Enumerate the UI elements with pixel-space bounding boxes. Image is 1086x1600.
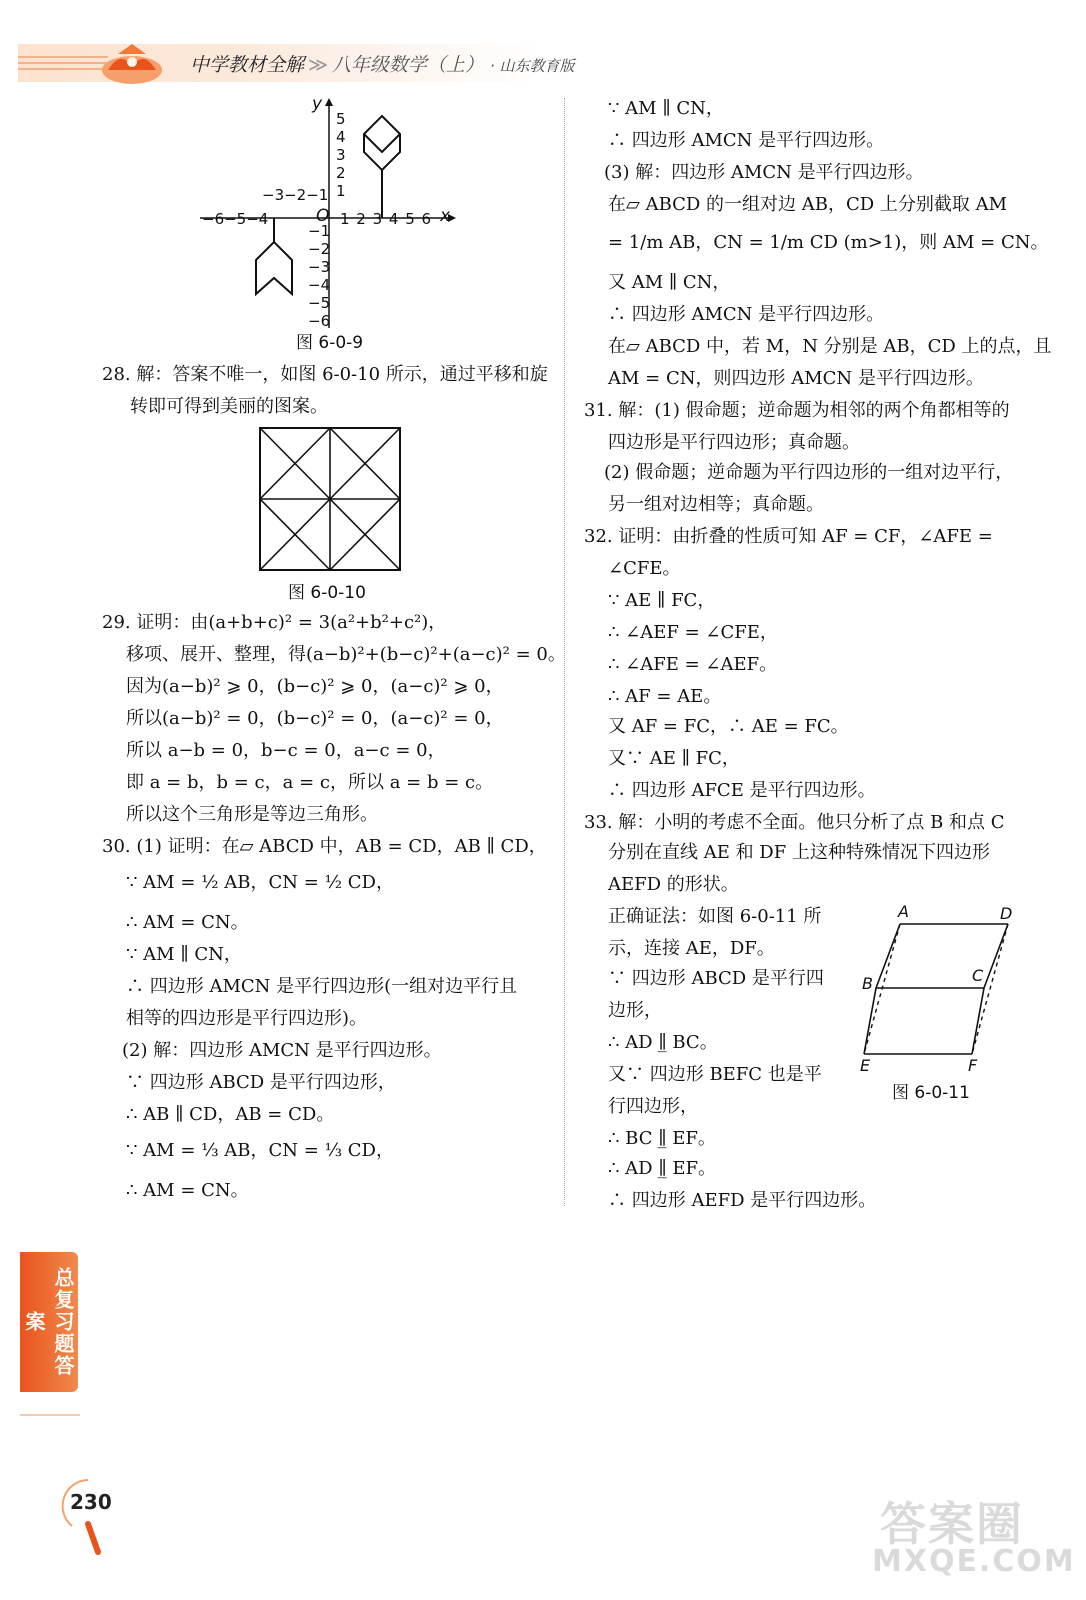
text-line: 在▱ ABCD 中，若 M，N 分别是 AB，CD 上的点，且	[608, 336, 1052, 357]
figure-6-0-10	[258, 426, 402, 572]
point-label-F: F	[968, 1056, 978, 1075]
origin-label: O	[316, 206, 330, 226]
header-decor-lines	[18, 56, 108, 76]
text-line: 又 AM ∥ CN，	[608, 272, 731, 293]
y-tick: 4	[336, 128, 346, 146]
x-ticks-upper: −3−2−1	[262, 186, 329, 204]
text-line: 另一组对边相等；真命题。	[608, 494, 824, 515]
text-line: 所以这个三角形是等边三角形。	[126, 804, 378, 825]
text-line: ∴ AF = AE。	[608, 686, 722, 707]
text-line: 29. 证明：由(a+b+c)² = 3(a²+b²+c²)，	[102, 612, 447, 633]
book-logo-icon	[98, 40, 166, 88]
text-line: (2) 解：四边形 AMCN 是平行四边形。	[122, 1040, 442, 1061]
y-tick: 5	[336, 110, 346, 128]
side-divider	[20, 1414, 80, 1416]
text-line: ∴ AD ∥̲ BC。	[608, 1032, 718, 1053]
text-line: 相等的四边形是平行四边形)。	[126, 1008, 368, 1029]
text-line: (2) 假命题；逆命题为平行四边形的一组对边平行，	[604, 462, 1014, 483]
text-line: ∵ AM ∥ CN，	[608, 98, 724, 119]
y-tick: −2	[308, 240, 331, 258]
text-line: 所以(a−b)² = 0，(b−c)² = 0，(a−c)² = 0，	[126, 708, 504, 729]
publisher-label: · 山东教育版	[489, 57, 575, 75]
text-line: 31. 解：(1) 假命题；逆命题为相邻的两个角都相等的	[584, 400, 1010, 421]
text-line: ∴ AM = CN。	[126, 1180, 249, 1201]
figure-6-0-9-caption: 图 6-0-9	[296, 333, 364, 353]
x-axis-label: x	[440, 206, 451, 226]
text-line: 正确证法：如图 6-0-11 所	[608, 906, 822, 927]
text-line: ∴ 四边形 AMCN 是平行四边形(一组对边平行且	[126, 976, 518, 997]
text-line: ∴ ∠AEF = ∠CFE，	[608, 622, 778, 643]
text-line: ∴ AD ∥̲ EF。	[608, 1158, 716, 1179]
text-line: (3) 解：四边形 AMCN 是平行四边形。	[604, 162, 924, 183]
y-axis-label: y	[312, 94, 323, 114]
page-number: 230	[70, 1490, 112, 1514]
page-number-arc-icon	[58, 1476, 118, 1556]
text-line: 即 a = b，b = c，a = c，所以 a = b = c。	[126, 772, 494, 793]
text-line: AEFD 的形状。	[608, 874, 739, 895]
x-ticks-positive: 1 2 3 4 5 6	[340, 210, 433, 228]
text-line: 又 AF = FC，∴ AE = FC。	[608, 716, 849, 737]
section-side-tab	[20, 1252, 78, 1392]
point-label-E: E	[860, 1056, 871, 1075]
text-line: ∴ AB ∥ CD，AB = CD。	[126, 1104, 335, 1125]
text-line: ∵ AM ∥ CN，	[126, 944, 242, 965]
text-line: 28. 解：答案不唯一，如图 6-0-10 所示，通过平移和旋	[102, 364, 548, 385]
text-line: 在▱ ABCD 的一组对边 AB，CD 上分别截取 AM	[608, 194, 1008, 215]
text-line: ∴ 四边形 AMCN 是平行四边形。	[608, 304, 885, 325]
point-label-C: C	[972, 966, 984, 985]
header-separator: ≫	[308, 54, 328, 76]
x-ticks-negative: −6−5−4	[202, 210, 269, 228]
text-line: ∵ 四边形 ABCD 是平行四边形，	[126, 1072, 396, 1093]
text-line: 因为(a−b)² ⩾ 0，(b−c)² ⩾ 0，(a−c)² ⩾ 0，	[126, 676, 504, 697]
watermark-url: MXQE.COM	[872, 1544, 1076, 1579]
text-line: 边形，	[608, 1000, 662, 1021]
text-line: 32. 证明：由折叠的性质可知 AF = CF，∠AFE =	[584, 526, 993, 547]
watermark-logo: 答案圈	[880, 1497, 1024, 1551]
text-line: 30. (1) 证明：在▱ ABCD 中，AB = CD，AB ∥ CD，	[102, 836, 547, 857]
header-title	[190, 50, 575, 77]
text-line: ∴ 四边形 AEFD 是平行四边形。	[608, 1190, 877, 1211]
y-tick: −1	[308, 222, 331, 240]
y-tick: 2	[336, 164, 346, 182]
text-line: 所以 a−b = 0，b−c = 0，a−c = 0，	[126, 740, 446, 761]
text-line: ∠CFE。	[608, 558, 681, 579]
text-line: 33. 解：小明的考虑不全面。他只分析了点 B 和点 C	[584, 812, 1005, 833]
point-label-A: A	[898, 902, 909, 921]
y-tick: −6	[308, 312, 331, 330]
y-tick: 3	[336, 146, 346, 164]
figure-6-0-10-caption: 图 6-0-10	[288, 583, 366, 603]
y-tick: −3	[308, 258, 331, 276]
y-tick: 1	[336, 182, 346, 200]
text-line: ∴ 四边形 AFCE 是平行四边形。	[608, 780, 876, 801]
text-line: ∴ BC ∥̲ EF。	[608, 1128, 716, 1149]
text-line: ∵ AM = ⅓ AB，CN = ⅓ CD，	[126, 1140, 394, 1161]
text-line: 四边形是平行四边形；真命题。	[608, 432, 860, 453]
text-line: = 1/m AB，CN = 1/m CD (m>1)，则 AM = CN。	[608, 232, 1049, 253]
text-line: 示，连接 AE，DF。	[608, 938, 775, 959]
text-line: ∵ AM = ½ AB，CN = ½ CD，	[126, 872, 394, 893]
point-label-D: D	[1000, 904, 1013, 923]
text-line: ∵ AE ∥ FC，	[608, 590, 716, 611]
y-tick: −4	[308, 276, 331, 294]
text-line: 又∵ AE ∥ FC，	[608, 748, 740, 769]
text-line: 转即可得到美丽的图案。	[130, 396, 328, 417]
subject-title: 八年级数学（上）	[331, 54, 484, 76]
text-line: ∵ 四边形 ABCD 是平行四	[608, 968, 824, 989]
text-line: ∴ 四边形 AMCN 是平行四边形。	[608, 130, 885, 151]
text-line: 又∵ 四边形 BEFC 也是平	[608, 1064, 822, 1085]
side-tab-label: 总复习题答案	[22, 1267, 75, 1377]
text-line: 行四边形，	[608, 1096, 698, 1117]
text-line: ∴ AM = CN。	[126, 912, 249, 933]
text-line: 移项、展开、整理，得(a−b)²+(b−c)²+(a−c)² = 0。	[126, 644, 566, 665]
figure-6-0-11	[856, 908, 1026, 1076]
book-title: 中学教材全解	[190, 54, 305, 76]
point-label-B: B	[862, 974, 873, 993]
text-line: 分别在直线 AE 和 DF 上这种特殊情况下四边形	[608, 842, 990, 863]
text-line: ∴ ∠AFE = ∠AEF。	[608, 654, 778, 675]
text-line: AM = CN，则四边形 AMCN 是平行四边形。	[608, 368, 984, 389]
y-tick: −5	[308, 294, 331, 312]
figure-6-0-11-caption: 图 6-0-11	[892, 1083, 970, 1103]
